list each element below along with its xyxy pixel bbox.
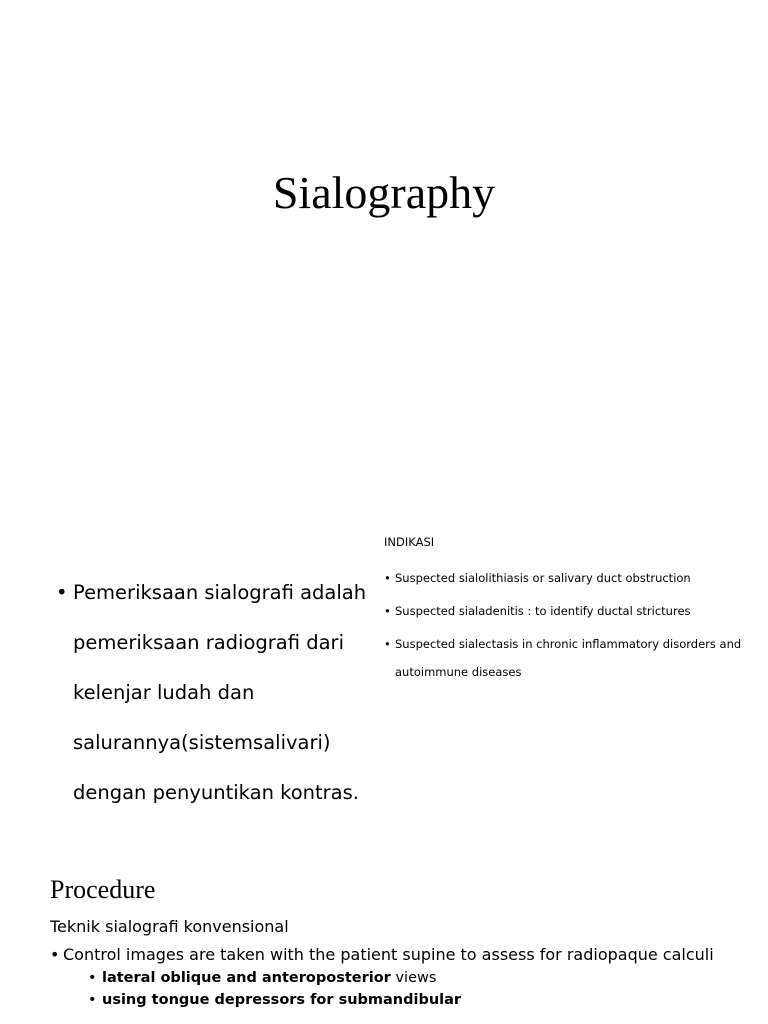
definition-text: Pemeriksaan sialografi adalah pemeriksaan radiografi dari kelenjar ludah dan salurannya(sistemsalivari) dengan penyuntikan kontras. <box>73 581 367 804</box>
procedure-title: Procedure <box>50 875 156 904</box>
bullet-icon: • <box>88 992 97 1008</box>
bullet-icon: • <box>56 581 68 604</box>
subbullet-bold-text: lateral oblique and anteroposterior <box>102 970 391 986</box>
indication-text: Suspected sialolithiasis or salivary duct obstruction <box>395 571 691 585</box>
indication-list <box>384 532 754 691</box>
bullet-icon: • <box>50 945 60 964</box>
indication-text: Suspected sialectasis in chronic inflammatory disorders and autoimmune diseases <box>395 637 742 679</box>
procedure-slide <box>0 860 768 1024</box>
subbullet-bold-text: using tongue depressors for submandibular <box>102 992 462 1008</box>
procedure-bullet-text: Control images are taken with the patient supine to assess for radiopaque calculi <box>63 945 714 964</box>
list-item <box>384 564 754 592</box>
bullet-icon: • <box>384 604 391 618</box>
indication-text: Suspected sialadenitis : to identify ductal strictures <box>395 604 691 618</box>
definition-slide <box>0 520 768 860</box>
procedure-subtitle: Teknik sialografi konvensional <box>50 917 289 936</box>
slide-title: Sialography <box>272 167 496 218</box>
indication-heading: INDIKASI <box>384 535 435 549</box>
subbullet-text: views <box>390 970 437 986</box>
bullet-icon: • <box>384 637 391 651</box>
bullet-icon: • <box>88 970 97 986</box>
list-item <box>88 989 740 1011</box>
definition-bullet <box>56 568 386 818</box>
list-item <box>50 944 740 1011</box>
list-item <box>88 967 740 989</box>
list-item <box>384 630 754 686</box>
bullet-icon: • <box>384 571 391 585</box>
list-item <box>384 597 754 625</box>
procedure-body <box>50 916 740 1011</box>
